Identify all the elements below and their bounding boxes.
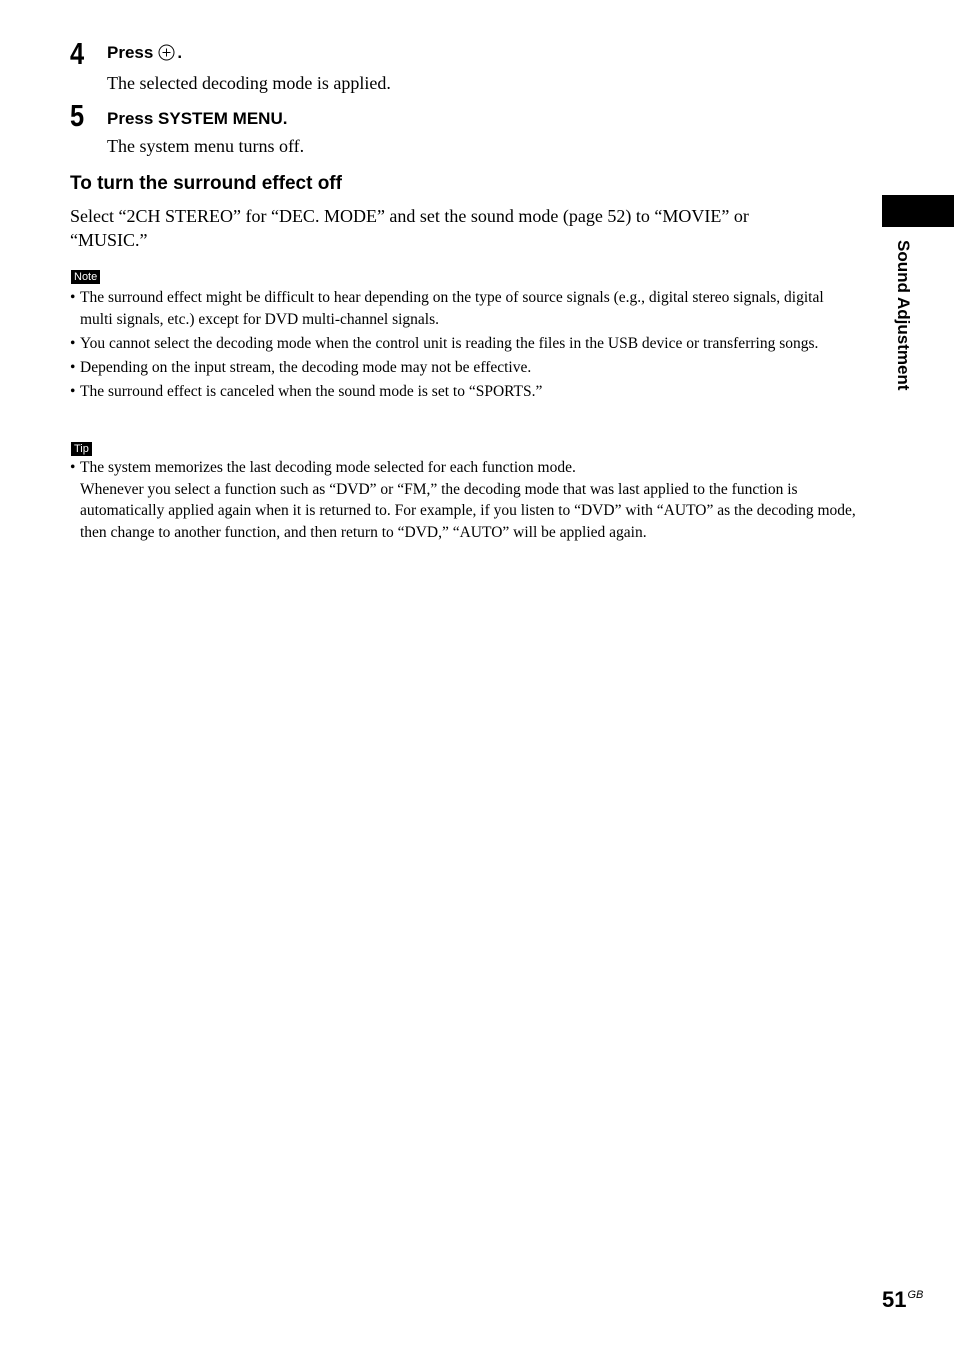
list-item bbox=[70, 457, 860, 543]
list-item: • The surround effect is canceled when the sound mode is set to “SPORTS.” bbox=[70, 381, 860, 403]
step-number: 4 bbox=[70, 36, 85, 71]
step-number: 5 bbox=[70, 98, 85, 133]
note-badge: Note bbox=[71, 270, 100, 284]
step-heading: Press . bbox=[107, 43, 183, 62]
tip-line: • The system memorizes the last decoding mode selected for each function mode. bbox=[80, 459, 576, 476]
section-tab-marker bbox=[882, 195, 954, 227]
list-item: • The surround effect might be difficult to hear depending on the type of source signals (e.g., digital stereo signals, digital multi signals, etc.) except for DVD multi-channel signals. bbox=[70, 287, 860, 330]
tip-list bbox=[70, 457, 860, 546]
enter-button-icon bbox=[158, 44, 175, 61]
step-description: The selected decoding mode is applied. bbox=[107, 73, 391, 93]
step-heading: Press SYSTEM MENU. bbox=[107, 109, 288, 128]
section-body: Select “2CH STEREO” for “DEC. MODE” and set the sound mode (page 52) to “MOVIE” or “MUSIC.” bbox=[70, 206, 749, 250]
tip-badge: Tip bbox=[71, 442, 92, 456]
tip-line: Whenever you select a function such as “DVD” or “FM,” the decoding mode that was last applied to the function is automatically applied again when it is returned to. For example, if you listen to “DVD” with “AUTO” as the decoding mode, then change to another function, and then return to “DVD,” “AUTO” will be applied again. bbox=[80, 480, 856, 541]
section-side-label: Sound Adjustment bbox=[894, 240, 913, 391]
page-number: $51^{GB}$ bbox=[882, 1287, 924, 1312]
note-list bbox=[70, 287, 860, 405]
list-item: • Depending on the input stream, the decoding mode may not be effective. bbox=[70, 357, 860, 379]
page-suffix: GB bbox=[907, 1289, 924, 1301]
section-title: To turn the surround effect off bbox=[70, 173, 342, 194]
step-description: The system menu turns off. bbox=[107, 136, 305, 156]
list-item: • You cannot select the decoding mode when the control unit is reading the files in the USB device or transferring songs. bbox=[70, 333, 860, 355]
